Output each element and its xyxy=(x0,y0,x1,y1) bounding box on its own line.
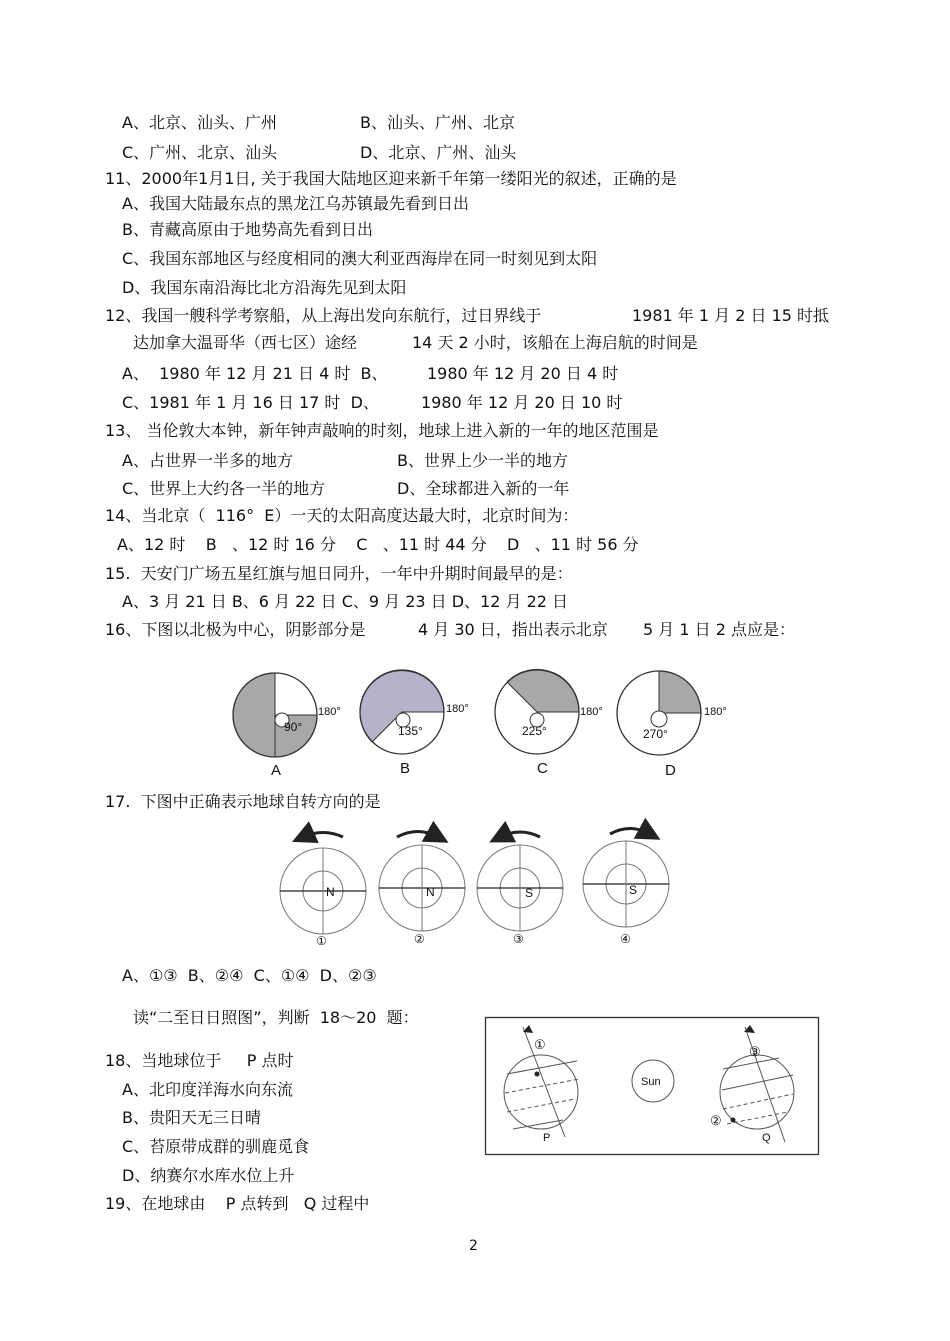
q19-stem: 19、在地球由 P 点转到 Q 过程中 xyxy=(105,1194,370,1213)
q12-stem-line1a: 12、我国一艘科学考察船，从上海出发向东航行，过日界线于 xyxy=(105,306,542,325)
q18-option-b: B、贵阳天无三日晴 xyxy=(122,1108,261,1127)
q16-d-letter: D xyxy=(665,762,676,779)
q16-option-d-diagram xyxy=(617,671,727,779)
q15-options: A、3 月 21 日 B、6 月 22 日 C、9 月 23 日 D、12 月 22 日 xyxy=(122,592,569,611)
q18-option-a: A、北印度洋海水向东流 xyxy=(122,1080,293,1099)
q17-options: A、①③ B、②④ C、①④ D、②③ xyxy=(122,966,377,985)
q11-stem: 11、2000年1月1日, 关于我国大陆地区迎来新千年第一缕阳光的叙述，正确的是 xyxy=(105,169,677,188)
q16-b-angle-label: 135° xyxy=(398,724,423,738)
q11-option-d: D、我国东南沿海比北方沿海先见到太阳 xyxy=(122,278,407,297)
q11-option-b: B、青藏高原由于地势高先看到日出 xyxy=(122,220,373,239)
q18-option-c: C、苔原带成群的驯鹿觅食 xyxy=(122,1137,310,1156)
q16-c-angle-label: 225° xyxy=(522,724,547,738)
q17-num-1: ① xyxy=(316,934,327,948)
earth-q-mark-2: ② xyxy=(710,1113,722,1128)
q15-stem: 15. 天安门广场五星红旗与旭日同升，一年中升期时间最早的是： xyxy=(105,564,573,583)
q10-option-b: B、汕头、广州、北京 xyxy=(360,113,515,132)
q14-stem: 14、当北京（ 116° E）一天的太阳高度达最大时，北京时间为： xyxy=(105,506,579,525)
q13-option-a: A、占世界一半多的地方 xyxy=(122,451,293,470)
q10-option-d: D、北京、广州、汕头 xyxy=(360,143,517,162)
q12-stem-line2a: 达加拿大温哥华（西七区）途经 xyxy=(133,333,358,352)
q16-c-180-label: 180° xyxy=(580,706,603,718)
q10-option-a: A、北京、汕头、广州 xyxy=(122,113,277,132)
q16-option-a-diagram xyxy=(233,673,341,779)
earth-q-mark-3: ③ xyxy=(749,1044,761,1059)
q16-d-angle-label: 270° xyxy=(643,727,668,741)
q16-figure xyxy=(0,640,950,780)
q11-option-c: C、我国东部地区与经度相同的澳大利亚西海岸在同一时刻见到太阳 xyxy=(122,249,598,268)
earth-q-label: Q xyxy=(762,1132,771,1144)
q16-c-letter: C xyxy=(537,760,548,777)
earth-q xyxy=(710,1025,794,1144)
q16-b-letter: B xyxy=(400,760,411,777)
q16-option-c-diagram xyxy=(495,669,603,777)
earth-p-mark-1: ① xyxy=(534,1037,546,1052)
q17-diagram-4 xyxy=(583,829,669,947)
q14-options: A、12 时 B 、12 时 16 分 C 、11 时 44 分 D 、11 时 56 分 xyxy=(117,535,639,554)
q13-option-c: C、世界上大约各一半的地方 xyxy=(122,479,326,498)
page-number: 2 xyxy=(469,1238,478,1254)
q17-pole-1: N xyxy=(326,885,335,899)
q16-a-180-label: 180° xyxy=(318,706,341,718)
q17-num-4: ④ xyxy=(620,932,631,946)
earth-p-label: P xyxy=(543,1132,551,1144)
q16-stem-a: 16、下图以北极为中心，阴影部分是 xyxy=(105,620,366,639)
q18-stem: 18、当地球位于 P 点时 xyxy=(105,1051,294,1070)
q16-a-angle-label: 90° xyxy=(284,720,303,734)
q17-figure xyxy=(0,820,950,950)
q17-diagram-1 xyxy=(280,833,366,949)
q17-num-2: ② xyxy=(414,932,425,946)
earth-p xyxy=(504,1025,579,1144)
q12-option-cd-a: C、1981 年 1 月 16 日 17 时 D、 xyxy=(122,393,379,412)
q16-option-b-diagram xyxy=(360,670,469,777)
q16-stem-b: 4 月 30 日，指出表示北京 xyxy=(418,620,608,639)
sun xyxy=(632,1060,674,1102)
q12-option-ab-a: A、 1980 年 12 月 21 日 4 时 B、 xyxy=(122,364,388,383)
q13-option-b: B、世界上少一半的地方 xyxy=(397,451,568,470)
q12-option-cd-b: 1980 年 12 月 20 日 10 时 xyxy=(421,393,623,412)
q17-pole-3: S xyxy=(525,886,534,900)
q11-option-a: A、我国大陆最东点的黑龙江乌苏镇最先看到日出 xyxy=(122,194,469,213)
q12-option-ab-b: 1980 年 12 月 20 日 4 时 xyxy=(427,364,619,383)
q17-num-3: ③ xyxy=(513,932,524,946)
q13-stem: 13、 当伦敦大本钟，新年钟声敲响的时刻，地球上进入新的一年的地区范围是 xyxy=(105,421,659,440)
q12-stem-line1b: 1981 年 1 月 2 日 15 时抵 xyxy=(632,306,830,325)
q13-option-d: D、全球都进入新的一年 xyxy=(397,479,570,498)
q18-figure xyxy=(485,1017,825,1157)
q10-option-c: C、广州、北京、汕头 xyxy=(122,143,278,162)
q17-pole-4: S xyxy=(629,883,638,897)
q17-pole-2: N xyxy=(426,885,435,899)
q18-option-d: D、纳赛尔水库水位上升 xyxy=(122,1166,295,1185)
q16-stem-c: 5 月 1 日 2 点应是： xyxy=(643,620,795,639)
q17-diagram-2 xyxy=(379,832,465,947)
q12-stem-line2b: 14 天 2 小时，该船在上海启航的时间是 xyxy=(412,333,698,352)
q16-a-letter: A xyxy=(271,762,282,779)
q18-20-intro: 读“二至日日照图”，判断 18～20 题： xyxy=(133,1008,419,1027)
q17-stem: 17. 下图中正确表示地球自转方向的是 xyxy=(105,792,381,811)
sun-label: Sun xyxy=(641,1076,661,1088)
q17-diagram-3 xyxy=(477,832,563,946)
q16-b-180-label: 180° xyxy=(446,703,469,715)
q16-d-180-label: 180° xyxy=(704,706,727,718)
